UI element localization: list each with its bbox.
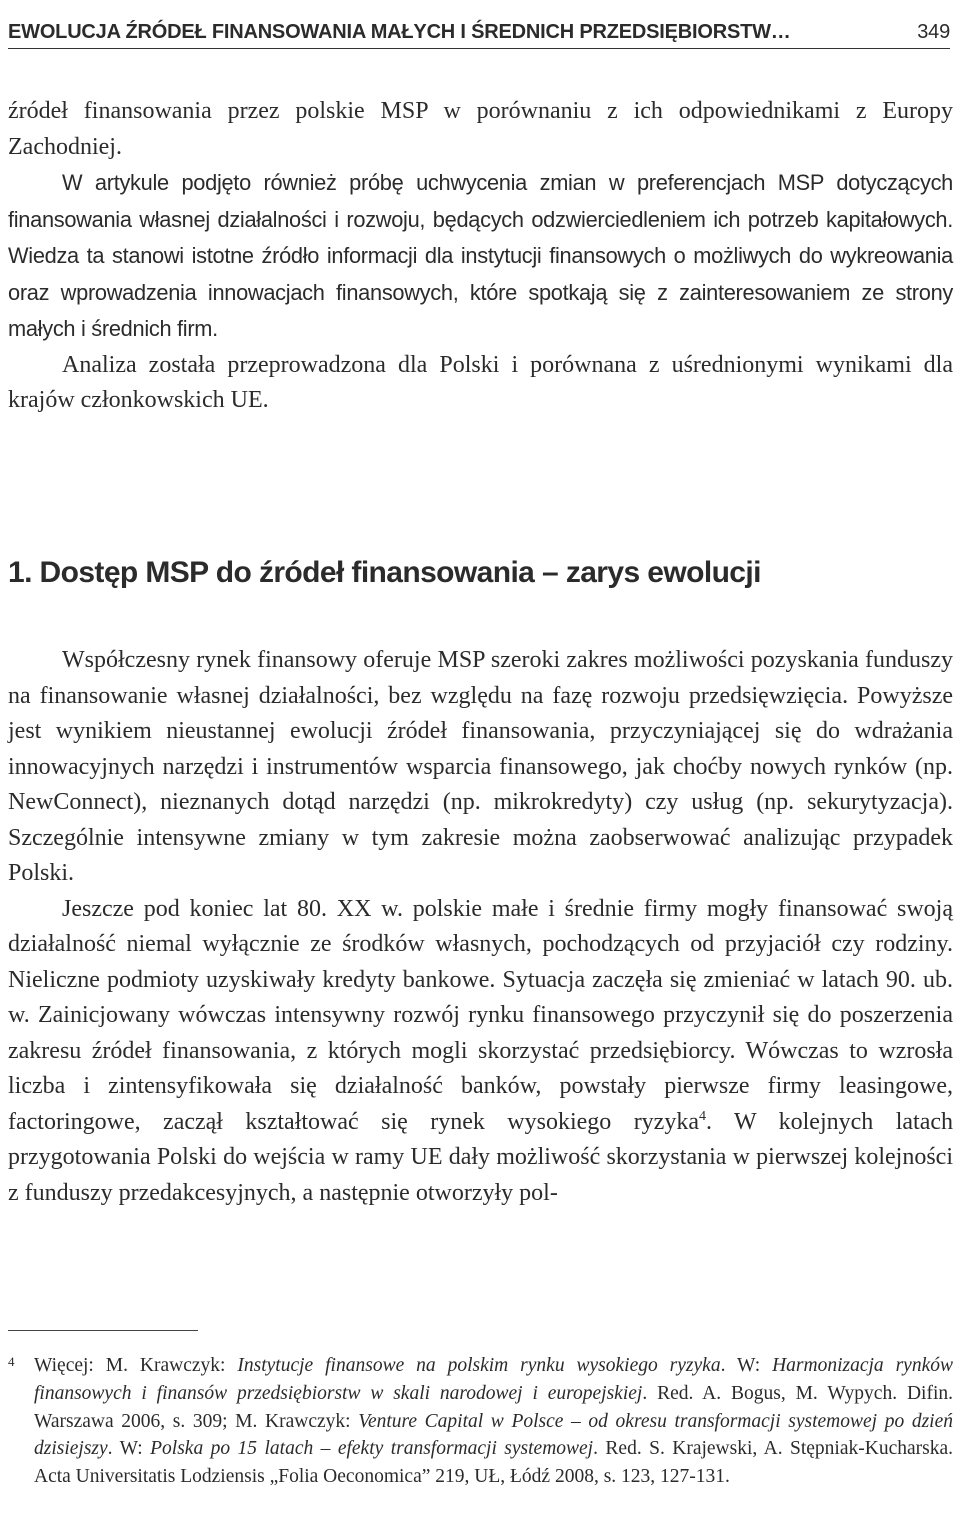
footnote-title-3: Venture Capital w Polsce – od okresu transformacji systemowej po dzień dzisiejszy [34, 1410, 953, 1460]
section-paragraph-1: Współczesny rynek finansowy oferuje MSP szeroki zakres możliwości pozyskania funduszy na finansowanie własnej działalności, bez względu na fazę rozwoju przedsięwzięcia. Powyższe jest wynikiem nieustannej ewolucji źródeł finansowania, przyczyniającej się do wdrażania innowacyjnych narzędzi i instrumentów wsparcia finansowego, jak choćby nowych rynków (np. NewConnect), nieznanych dotąd narzędzi (np. mikrokredyty) czy usług (np. sekurytyzacja). Szczególnie intensywne zmiany w tym zakresie można zaobserwować analizując przypadek Polski. [8, 647, 953, 886]
intro-paragraph-3: Analiza została przeprowadzona dla Polski i porównana z uśrednionymi wynikami dla krajów członkowskich UE. [8, 351, 953, 413]
footnote-number: 4 [8, 1354, 15, 1369]
footnote-text-5: . Red. S. Krajewski, A. Stępniak-Kucharska. Acta Universitatis Lodziensis „Folia Oeconomica” 219, UŁ, Łódź 2008, s. 123, 127-131. [34, 1438, 953, 1488]
footnote-title-1: Instytucje finansowe na polskim rynku wysokiego ryzyka [237, 1355, 721, 1376]
footnote-title-2: Harmonizacja rynków finansowych i finansów przedsiębiorstw w skali narodowej i europejskiej [34, 1355, 953, 1404]
section-text [8, 643, 953, 1211]
footnote-rule [8, 1330, 198, 1331]
intro-text [8, 94, 953, 419]
footnote-title-4: Polska po 15 latach – efekty transformacji systemowej [150, 1438, 594, 1460]
running-header-title: EWOLUCJA ŹRÓDEŁ FINANSOWANIA MAŁYCH I ŚREDNICH PRZEDSIĘBIORSTW… [8, 21, 791, 43]
footnote-text-3: . Red. A. Bogus, M. Wypych. Difin. Warszawa 2006, s. 309; M. Krawczyk: [34, 1382, 953, 1432]
page-number: 349 [917, 21, 950, 43]
footnotes [8, 1352, 953, 1491]
footnote-item [8, 1352, 953, 1491]
footnote-text-2: . W: [720, 1355, 773, 1376]
intro-paragraph-1: źródeł finansowania przez polskie MSP w porównaniu z ich odpowiednikami z Europy Zachodniej. [8, 98, 953, 160]
section-paragraph-2-part-b: . W kolejnych latach przygotowania Polski do wejścia w ramy UE dały możliwość skorzystania w pierwszej kolejności z funduszy przedakcesyjnych, a następnie otworzyły pol- [8, 1108, 954, 1206]
intro-paragraph-2-part-b: Wiedza ta stanowi istotne źródło informacji dla instytucji finansowych o możliwych do wykreowania oraz wprowadzenia innowacjach finansowych, które spotkają się z zainteresowaniem ze strony małych i średnich firm. [8, 243, 953, 341]
footnote-text-4: . W: [107, 1438, 151, 1460]
section-paragraph-2 [8, 892, 953, 1212]
section-heading: 1. Dostęp MSP do źródeł finansowania – zarys ewolucji [8, 556, 761, 589]
intro-paragraph-2 [8, 165, 953, 348]
footnote-text-1: Więcej: M. Krawczyk: [34, 1355, 238, 1376]
running-header [8, 4, 950, 44]
intro-paragraph-2-part-a: W artykule podjęto również próbę uchwycenia zmian w preferencjach MSP dotyczących finansowania własnej działalności i rozwoju, będących odzwierciedleniem ich potrzeb kapitałowych. [8, 170, 953, 232]
header-rule [8, 48, 950, 49]
footnote-reference: 4 [699, 1108, 706, 1124]
section-paragraph-2-part-a: Jeszcze pod koniec lat 80. XX w. polskie małe i średnie firmy mogły finansować swoją działalność niemal wyłącznie ze środków własnych, pochodzących od przyjaciół czy rodziny. Nieliczne podmioty uzyskiwały kredyty bankowe. Sytuacja zaczęła się zmieniać w latach 90. ub. w. Zainicjowany wówczas intensywny rozwój rynku finansowego przyczynił się do poszerzenia zakresu źródeł finansowania, z których mogli skorzystać przedsiębiorcy. Wówczas to wzrosła liczba i zintensyfikowała się działalność banków, powstały pierwsze firmy leasingowe, factoringowe, zaczął kształtować się rynek wysokiego ryzyka [8, 895, 953, 1135]
